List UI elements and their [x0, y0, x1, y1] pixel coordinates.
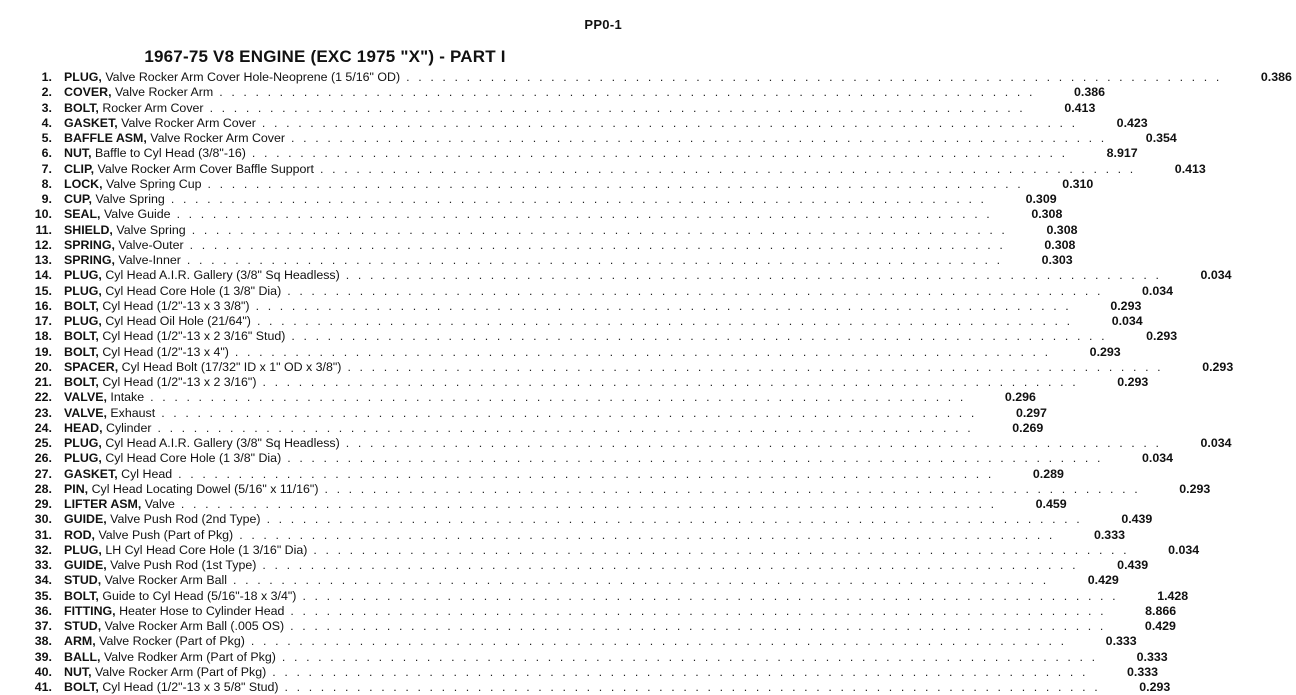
list-item	[14, 497, 1067, 512]
leader-dots: . . . . . . . . . . . . . . . . . . . . . . . . . . . . . . . . . . . . . . . . . . . . . . . . . . . . . . . . . . . . . . . . . . . .	[170, 207, 993, 222]
item-part-name: PLUG,	[64, 436, 102, 450]
item-part-name: SEAL,	[64, 207, 101, 222]
item-number: 25.	[34, 436, 52, 450]
list-item	[14, 466, 1064, 482]
item-part-detail: Cyl Head A.I.R. Gallery (3/8" Sq Headless)	[105, 268, 340, 283]
item-value: 0.309	[1025, 192, 1057, 206]
item-part-name: SHIELD,	[64, 222, 113, 237]
list-item	[14, 298, 1142, 314]
leader-dots: . . . . . . . . . . . . . . . . . . . . . . . . . . . . . . . . . . . . . . . . . . . . . . . . . . . . . . . . . . . . . . . . . . . .	[244, 634, 1067, 649]
item-part-detail: Exhaust	[110, 405, 156, 420]
item-part-detail: Valve Rocker Arm Ball	[104, 573, 227, 588]
item-description	[52, 85, 1035, 100]
item-part-detail: Valve Push (Part of Pkg)	[98, 527, 234, 542]
list-item	[14, 451, 1173, 466]
item-description	[52, 70, 1222, 85]
item-number: 7.	[41, 161, 52, 176]
item-description	[52, 207, 992, 222]
item-description	[52, 436, 1162, 451]
item-value: 0.293	[1110, 298, 1142, 313]
item-part-name: ARM,	[64, 634, 96, 649]
item-description	[52, 253, 1003, 268]
list-item	[14, 146, 1138, 161]
item-value: 0.333	[1127, 664, 1159, 679]
list-item	[14, 603, 1177, 619]
item-number: 41.	[34, 680, 52, 694]
item-number: 30.	[34, 512, 52, 527]
leader-dots: . . . . . . . . . . . . . . . . . . . . . . . . . . . . . . . . . . . . . . . . . . . . . . . . . . . . . . . . . . . . . . . . . . . .	[256, 558, 1079, 572]
item-value: 0.034	[1141, 283, 1173, 298]
item-part-name: PLUG,	[64, 268, 102, 283]
list-item	[14, 100, 1096, 116]
item-number: 14.	[34, 268, 52, 283]
item-part-detail: Valve Rodker Arm (Part of Pkg)	[103, 649, 276, 664]
item-number: 10.	[34, 207, 52, 222]
item-number: 9.	[41, 192, 52, 206]
list-item	[14, 237, 1076, 253]
item-part-name: BAFFLE ASM,	[64, 131, 147, 145]
item-number: 4.	[41, 115, 52, 130]
list-item	[14, 390, 1036, 405]
item-value: 0.293	[1089, 344, 1121, 359]
item-description	[52, 467, 994, 482]
item-number: 16.	[34, 298, 52, 313]
item-number: 31.	[34, 527, 52, 542]
item-description	[52, 390, 966, 405]
item-part-name: PLUG,	[64, 314, 102, 328]
list-item	[14, 283, 1173, 299]
item-part-name: VALVE,	[64, 405, 107, 420]
leader-dots: . . . . . . . . . . . . . . . . . . . . . . . . . . . . . . . . . . . . . . . . . . . . . . . . . . . . . . . . . . . . . . . . . . . .	[172, 466, 994, 481]
item-part-detail: Valve Push Rod (2nd Type)	[110, 512, 261, 527]
item-value: 0.297	[1015, 405, 1047, 420]
item-number: 3.	[41, 100, 52, 115]
item-value: 0.269	[1012, 420, 1044, 435]
leader-dots: . . . . . . . . . . . . . . . . . . . . . . . . . . . . . . . . . . . . . . . . . . . . . . . . . . . . . . . . . . . . . . . . . . . .	[255, 115, 1078, 130]
item-part-name: NUT,	[64, 664, 92, 679]
leader-dots: . . . . . . . . . . . . . . . . . . . . . . . . . . . . . . . . . . . . . . . . . . . . . . . . . . . . . . . . . . . . . . . . . . . .	[275, 649, 1098, 664]
leader-dots: . . . . . . . . . . . . . . . . . . . . . . . . . . . . . . . . . . . . . . . . . . . . . . . . . . . . . . . . . . . . . . . . . . . .	[307, 542, 1130, 557]
page-code: PP0-1	[584, 17, 622, 32]
item-part-name: GUIDE,	[64, 558, 107, 572]
item-description	[52, 284, 1103, 299]
item-value: 8.866	[1145, 603, 1177, 618]
item-part-name: SPRING,	[64, 253, 115, 267]
item-part-detail: Valve Rocker Arm Cover Hole-Neoprene (1 5/16" OD)	[105, 70, 401, 84]
item-number: 21.	[34, 375, 52, 389]
item-part-detail: Cyl Head (1/2"-13 x 3 5/8" Stud)	[102, 680, 279, 694]
item-part-detail: Cylinder	[106, 420, 152, 435]
leader-dots: . . . . . . . . . . . . . . . . . . . . . . . . . . . . . . . . . . . . . . . . . . . . . . . . . . . . . . . . . . . . . . . . . . . .	[245, 146, 1068, 161]
leader-dots: . . . . . . . . . . . . . . . . . . . . . . . . . . . . . . . . . . . . . . . . . . . . . . . . . . . . . . . . . . . . . . . . . . . .	[203, 100, 1026, 115]
item-description	[52, 375, 1078, 390]
item-value: 0.034	[1200, 436, 1232, 450]
item-part-name: NUT,	[64, 146, 92, 161]
leader-dots: . . . . . . . . . . . . . . . . . . . . . . . . . . . . . . . . . . . . . . . . . . . . . . . . . . . . . . . . . . . . . . . . . . . .	[339, 436, 1162, 450]
list-item	[14, 329, 1178, 344]
leader-dots: . . . . . . . . . . . . . . . . . . . . . . . . . . . . . . . . . . . . . . . . . . . . . . . . . . . . . . . . . . . . . . . . . . . .	[250, 314, 1073, 328]
leader-dots: . . . . . . . . . . . . . . . . . . . . . . . . . . . . . . . . . . . . . . . . . . . . . . . . . . . . . . . . . . . . . . . . . . . .	[151, 420, 974, 435]
item-number: 12.	[34, 237, 52, 252]
item-description	[52, 314, 1073, 329]
item-part-detail: Valve Rocker Arm	[114, 85, 214, 100]
item-value: 1.428	[1157, 588, 1189, 603]
item-value: 0.289	[1032, 466, 1064, 481]
list-item	[14, 512, 1153, 527]
item-value: 0.413	[1174, 161, 1206, 176]
item-value: 0.034	[1168, 542, 1200, 557]
item-value: 0.333	[1136, 649, 1168, 664]
item-description	[52, 299, 1071, 314]
leader-dots: . . . . . . . . . . . . . . . . . . . . . . . . . . . . . . . . . . . . . . . . . . . . . . . . . . . . . . . . . . . . . . . . . . . .	[183, 237, 1006, 252]
item-description	[52, 146, 1068, 161]
list-item	[14, 161, 1206, 177]
item-part-name: BOLT,	[64, 375, 99, 389]
item-description	[52, 573, 1049, 588]
item-description	[52, 634, 1067, 649]
leader-dots: . . . . . . . . . . . . . . . . . . . . . . . . . . . . . . . . . . . . . . . . . . . . . . . . . . . . . . . . . . . . . . . . . . . .	[164, 192, 987, 206]
item-value: 0.429	[1144, 619, 1176, 633]
item-description	[52, 360, 1163, 375]
item-value: 0.386	[1260, 70, 1292, 84]
item-number: 18.	[34, 329, 52, 344]
item-value: 0.293	[1117, 375, 1149, 389]
leader-dots: . . . . . . . . . . . . . . . . . . . . . . . . . . . . . . . . . . . . . . . . . . . . . . . . . . . . . . . . . . . . . . . . . . . .	[201, 176, 1024, 191]
leader-dots: . . . . . . . . . . . . . . . . . . . . . . . . . . . . . . . . . . . . . . . . . . . . . . . . . . . . . . . . . . . . . . . . . . . .	[281, 283, 1103, 298]
item-part-name: BOLT,	[64, 344, 99, 359]
leader-dots: . . . . . . . . . . . . . . . . . . . . . . . . . . . . . . . . . . . . . . . . . . . . . . . . . . . . . . . . . . . . . . . . . . . .	[174, 497, 997, 511]
leader-dots: . . . . . . . . . . . . . . . . . . . . . . . . . . . . . . . . . . . . . . . . . . . . . . . . . . . . . . . . . . . . . . . . . . . .	[226, 573, 1049, 588]
item-description	[52, 192, 987, 207]
item-part-name: ROD,	[64, 527, 95, 542]
item-part-detail: Valve Spring	[116, 222, 186, 237]
list-item	[14, 207, 1063, 222]
item-part-name: PIN,	[64, 481, 89, 496]
list-item	[14, 314, 1143, 329]
item-description	[52, 268, 1162, 283]
item-number: 8.	[41, 176, 52, 191]
list-item	[14, 573, 1119, 588]
item-value: 0.034	[1141, 451, 1173, 466]
item-part-detail: Cyl Head Oil Hole (21/64")	[105, 314, 251, 328]
item-number: 13.	[34, 253, 52, 267]
item-value: 0.429	[1087, 573, 1119, 588]
item-description	[52, 177, 1023, 192]
item-part-detail: Cyl Head	[121, 466, 173, 481]
item-description	[52, 543, 1129, 558]
item-part-detail: Baffle to Cyl Head (3/8"-16)	[95, 146, 246, 161]
item-number: 34.	[34, 573, 52, 588]
item-number: 38.	[34, 634, 52, 649]
item-part-name: BALL,	[64, 649, 101, 664]
item-part-detail: Valve-Outer	[118, 237, 184, 252]
list-item	[14, 70, 1292, 85]
leader-dots: . . . . . . . . . . . . . . . . . . . . . . . . . . . . . . . . . . . . . . . . . . . . . . . . . . . . . . . . . . . . . . . . . . . .	[155, 405, 977, 420]
item-part-name: SPRING,	[64, 237, 115, 252]
leader-dots: . . . . . . . . . . . . . . . . . . . . . . . . . . . . . . . . . . . . . . . . . . . . . . . . . . . . . . . . . . . . . . . . . . . .	[281, 451, 1103, 466]
item-number: 37.	[34, 619, 52, 633]
item-number: 11.	[35, 222, 52, 237]
item-part-detail: Valve Spring Cup	[106, 176, 202, 191]
item-part-detail: Guide to Cyl Head (5/16"-18 x 3/4")	[102, 588, 297, 603]
page-title: 1967-75 V8 ENGINE (EXC 1975 "X") - PART I	[144, 47, 506, 66]
item-number: 17.	[34, 314, 52, 328]
item-part-detail: Rocker Arm Cover	[102, 100, 204, 115]
item-value: 0.439	[1117, 558, 1149, 572]
list-item	[14, 115, 1148, 131]
item-part-detail: Cyl Head A.I.R. Gallery (3/8" Sq Headless)	[105, 436, 340, 450]
item-value: 0.293	[1139, 680, 1171, 694]
item-value: 0.439	[1121, 512, 1153, 527]
item-part-name: BOLT,	[64, 329, 99, 344]
item-part-detail: Valve	[144, 497, 175, 511]
item-description	[52, 406, 977, 421]
item-part-detail: Cyl Head Core Hole (1 3/8" Dia)	[105, 283, 282, 298]
leader-dots: . . . . . . . . . . . . . . . . . . . . . . . . . . . . . . . . . . . . . . . . . . . . . . . . . . . . . . . . . . . . . . . . . . . .	[213, 85, 1036, 100]
item-description	[52, 558, 1078, 573]
item-value: 0.293	[1202, 359, 1234, 374]
item-part-name: GASKET,	[64, 115, 118, 130]
item-part-detail: Valve Rocker Arm Ball (.005 OS)	[104, 619, 285, 633]
item-number: 22.	[34, 390, 52, 405]
item-part-name: HEAD,	[64, 420, 103, 435]
item-description	[52, 131, 1107, 146]
leader-dots: . . . . . . . . . . . . . . . . . . . . . . . . . . . . . . . . . . . . . . . . . . . . . . . . . . . . . . . . . . . . . . . . . . . .	[185, 222, 1008, 237]
item-part-detail: Valve Rocker Arm Cover	[150, 131, 286, 145]
item-part-name: GASKET,	[64, 466, 118, 481]
item-part-name: LIFTER ASM,	[64, 497, 142, 511]
list-item	[14, 542, 1200, 558]
item-description	[52, 497, 997, 512]
item-number: 15.	[34, 283, 52, 298]
leader-dots: . . . . . . . . . . . . . . . . . . . . . . . . . . . . . . . . . . . . . . . . . . . . . . . . . . . . . . . . . . . . . . . . . . . .	[284, 603, 1107, 618]
list-item	[14, 375, 1149, 390]
leader-dots: . . . . . . . . . . . . . . . . . . . . . . . . . . . . . . . . . . . . . . . . . . . . . . . . . . . . . . . . . . . . . . . . . . . .	[284, 619, 1106, 633]
item-part-name: PLUG,	[64, 283, 102, 298]
item-value: 0.296	[1004, 390, 1036, 405]
list-item	[14, 481, 1211, 497]
leader-dots: . . . . . . . . . . . . . . . . . . . . . . . . . . . . . . . . . . . . . . . . . . . . . . . . . . . . . . . . . . . . . . . . . . . .	[285, 329, 1108, 344]
list-item	[14, 634, 1137, 649]
leader-dots: . . . . . . . . . . . . . . . . . . . . . . . . . . . . . . . . . . . . . . . . . . . . . . . . . . . . . . . . . . . . . . . . . . . .	[285, 131, 1107, 145]
item-part-detail: Heater Hose to Cylinder Head	[119, 603, 285, 618]
list-item	[14, 176, 1094, 192]
leader-dots: . . . . . . . . . . . . . . . . . . . . . . . . . . . . . . . . . . . . . . . . . . . . . . . . . . . . . . . . . . . . . . . . . . . .	[256, 375, 1079, 389]
list-item	[14, 680, 1171, 695]
item-number: 20.	[34, 359, 52, 374]
item-value: 0.459	[1035, 497, 1067, 511]
leader-dots: . . . . . . . . . . . . . . . . . . . . . . . . . . . . . . . . . . . . . . . . . . . . . . . . . . . . . . . . . . . . . . . . . . . .	[341, 359, 1164, 374]
leader-dots: . . . . . . . . . . . . . . . . . . . . . . . . . . . . . . . . . . . . . . . . . . . . . . . . . . . . . . . . . . . . . . . . . . . .	[278, 680, 1101, 694]
item-part-detail: Cyl Head (1/2"-13 x 2 3/16" Stud)	[102, 329, 286, 344]
item-number: 5.	[41, 131, 52, 145]
item-value: 0.293	[1146, 329, 1178, 344]
item-part-detail: Cyl Head Locating Dowel (5/16" x 11/16")	[91, 481, 319, 496]
item-part-detail: Valve Rocker Arm (Part of Pkg)	[95, 664, 267, 679]
item-part-detail: Valve Rocker Arm Cover	[121, 115, 256, 130]
list-item	[14, 436, 1232, 451]
list-item	[14, 222, 1078, 238]
item-number: 6.	[41, 146, 52, 161]
list-item	[14, 558, 1149, 573]
item-number: 23.	[34, 405, 52, 420]
leader-dots: . . . . . . . . . . . . . . . . . . . . . . . . . . . . . . . . . . . . . . . . . . . . . . . . . . . . . . . . . . . . . . . . . . . .	[339, 268, 1162, 283]
list-item	[14, 619, 1176, 634]
item-description	[52, 238, 1005, 253]
list-item	[14, 664, 1159, 680]
leader-dots: . . . . . . . . . . . . . . . . . . . . . . . . . . . . . . . . . . . . . . . . . . . . . . . . . . . . . . . . . . . . . . . . . . . .	[318, 481, 1141, 496]
item-number: 39.	[34, 649, 52, 664]
item-part-detail: Valve Push Rod (1st Type)	[110, 558, 257, 572]
item-description	[52, 329, 1107, 344]
item-part-detail: Valve Rocker Arm Cover Baffle Support	[97, 161, 315, 176]
item-value: 0.034	[1200, 268, 1232, 283]
leader-dots: . . . . . . . . . . . . . . . . . . . . . . . . . . . . . . . . . . . . . . . . . . . . . . . . . . . . . . . . . . . . . . . . . . . .	[228, 344, 1051, 359]
item-part-name: BOLT,	[64, 100, 99, 115]
list-item	[14, 268, 1232, 283]
item-number: 26.	[34, 451, 52, 466]
item-value: 0.333	[1105, 634, 1137, 649]
item-description	[52, 619, 1106, 634]
item-number: 36.	[34, 603, 52, 618]
item-part-name: STUD,	[64, 573, 102, 588]
item-part-name: GUIDE,	[64, 512, 107, 527]
list-item	[14, 420, 1044, 436]
item-part-detail: Cyl Head (1/2"-13 x 2 3/16")	[102, 375, 257, 389]
item-part-detail: Cyl Head Core Hole (1 3/8" Dia)	[105, 451, 282, 466]
item-part-detail: Cyl Head (1/2"-13 x 4")	[102, 344, 229, 359]
list-item	[14, 588, 1189, 604]
leader-dots: . . . . . . . . . . . . . . . . . . . . . . . . . . . . . . . . . . . . . . . . . . . . . . . . . . . . . . . . . . . . . . . . . . . .	[266, 664, 1089, 679]
item-part-name: PLUG,	[64, 542, 102, 557]
item-number: 29.	[34, 497, 52, 511]
item-number: 33.	[34, 558, 52, 572]
item-part-name: VALVE,	[64, 390, 107, 405]
list-item	[14, 192, 1057, 207]
item-number: 32.	[34, 542, 52, 557]
item-value: 0.413	[1064, 100, 1096, 115]
item-part-name: PLUG,	[64, 70, 102, 84]
item-part-name: PLUG,	[64, 451, 102, 466]
item-description	[52, 528, 1055, 543]
item-description	[52, 650, 1098, 665]
leader-dots: . . . . . . . . . . . . . . . . . . . . . . . . . . . . . . . . . . . . . . . . . . . . . . . . . . . . . . . . . . . . . . . . . . . .	[144, 390, 966, 405]
item-description	[52, 665, 1088, 680]
leader-dots: . . . . . . . . . . . . . . . . . . . . . . . . . . . . . . . . . . . . . . . . . . . . . . . . . . . . . . . . . . . . . . . . . . . .	[180, 253, 1003, 267]
item-description	[52, 421, 973, 436]
item-number: 35.	[34, 588, 52, 603]
item-part-name: BOLT,	[64, 588, 99, 603]
item-description	[52, 345, 1051, 360]
item-number: 24.	[34, 420, 52, 435]
list-item	[14, 527, 1125, 543]
item-part-name: CLIP,	[64, 161, 95, 176]
item-part-detail: Intake	[110, 390, 145, 405]
item-value: 0.308	[1046, 222, 1078, 237]
item-description	[52, 223, 1007, 238]
leader-dots: . . . . . . . . . . . . . . . . . . . . . . . . . . . . . . . . . . . . . . . . . . . . . . . . . . . . . . . . . . . . . . . . . . . .	[296, 588, 1119, 603]
item-description	[52, 589, 1118, 604]
item-value: 0.303	[1041, 253, 1073, 267]
item-description	[52, 451, 1103, 466]
item-description	[52, 680, 1100, 695]
item-description	[52, 482, 1140, 497]
item-part-name: BOLT,	[64, 680, 99, 694]
list-item	[14, 405, 1047, 421]
item-description	[52, 101, 1025, 116]
list-item	[14, 649, 1168, 665]
item-part-detail: Cyl Head (1/2"-13 x 3 3/8")	[102, 298, 250, 313]
item-value: 0.293	[1179, 481, 1211, 496]
item-description	[52, 512, 1082, 527]
item-part-name: BOLT,	[64, 298, 99, 313]
list-item	[14, 344, 1121, 360]
leader-dots: . . . . . . . . . . . . . . . . . . . . . . . . . . . . . . . . . . . . . . . . . . . . . . . . . . . . . . . . . . . . . . . . . . . .	[249, 298, 1072, 313]
item-number: 40.	[34, 664, 52, 679]
item-part-detail: LH Cyl Head Core Hole (1 3/16" Dia)	[105, 542, 308, 557]
item-value: 0.423	[1116, 115, 1148, 130]
list-item	[14, 131, 1177, 146]
item-value: 8.917	[1106, 146, 1138, 161]
item-value: 0.034	[1111, 314, 1143, 328]
item-value: 0.310	[1062, 176, 1094, 191]
item-part-name: LOCK,	[64, 176, 103, 191]
leader-dots: . . . . . . . . . . . . . . . . . . . . . . . . . . . . . . . . . . . . . . . . . . . . . . . . . . . . . . . . . . . . . . . . . . . .	[314, 161, 1136, 176]
item-part-name: FITTING,	[64, 603, 116, 618]
item-description	[52, 116, 1078, 131]
item-part-name: SPACER,	[64, 359, 119, 374]
item-description	[52, 604, 1106, 619]
item-part-detail: Valve Rocker (Part of Pkg)	[99, 634, 245, 649]
list-item	[14, 359, 1234, 375]
item-value: 0.333	[1093, 527, 1125, 542]
list-item	[14, 253, 1073, 268]
item-number: 28.	[34, 481, 52, 496]
item-part-name: STUD,	[64, 619, 102, 633]
item-part-name: COVER,	[64, 85, 112, 100]
item-value: 0.386	[1074, 85, 1106, 100]
item-part-detail: Valve-Inner	[118, 253, 181, 267]
item-value: 0.308	[1044, 237, 1076, 252]
item-part-detail: Valve Spring	[95, 192, 165, 206]
item-value: 0.354	[1145, 131, 1177, 145]
item-part-detail: Valve Guide	[103, 207, 171, 222]
item-value: 0.308	[1031, 207, 1063, 222]
item-part-detail: Cyl Head Bolt (17/32" ID x 1" OD x 3/8")	[121, 359, 342, 374]
item-number: 2.	[41, 85, 52, 100]
leader-dots: . . . . . . . . . . . . . . . . . . . . . . . . . . . . . . . . . . . . . . . . . . . . . . . . . . . . . . . . . . . . . . . . . . . .	[400, 70, 1222, 84]
item-number: 1.	[41, 70, 52, 84]
item-description	[52, 162, 1136, 177]
item-number: 19.	[34, 344, 52, 359]
item-part-name: CUP,	[64, 192, 93, 206]
leader-dots: . . . . . . . . . . . . . . . . . . . . . . . . . . . . . . . . . . . . . . . . . . . . . . . . . . . . . . . . . . . . . . . . . . . .	[233, 527, 1055, 542]
leader-dots: . . . . . . . . . . . . . . . . . . . . . . . . . . . . . . . . . . . . . . . . . . . . . . . . . . . . . . . . . . . . . . . . . . . .	[260, 512, 1083, 527]
list-item	[14, 85, 1106, 100]
parts-list	[14, 70, 1292, 695]
item-number: 27.	[34, 466, 52, 481]
